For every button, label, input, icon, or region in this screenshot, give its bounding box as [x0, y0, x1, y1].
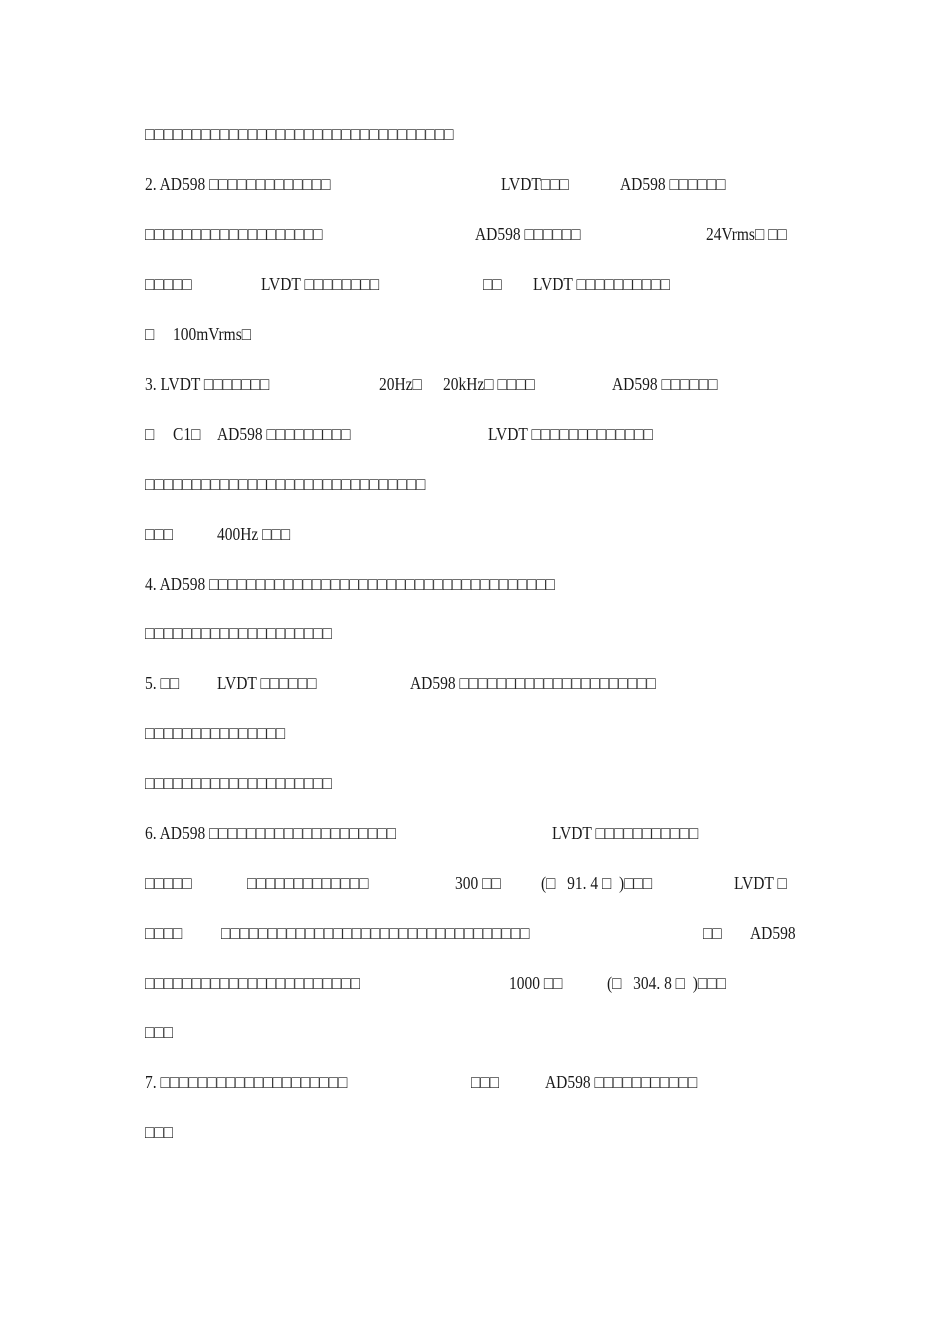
text-segment: □□□□□□□□□□□□□□□□□□□ — [145, 224, 323, 244]
text-line — [0, 818, 950, 848]
text-segment: LVDT □□□□□□□□ — [261, 274, 380, 294]
text-segment: AD598 □□□□□□□□□ — [217, 424, 351, 444]
text-segment: AD598 □□□□□□ — [475, 224, 581, 244]
text-segment: 6. AD598 □□□□□□□□□□□□□□□□□□□□ — [145, 823, 397, 843]
text-segment: 7. □□□□□□□□□□□□□□□□□□□□ — [145, 1072, 348, 1092]
text-segment: (□ 91. 4 □ )□□□ — [541, 873, 653, 893]
text-segment: AD598 □□□□□□□□□□□ — [545, 1072, 698, 1092]
text-segment: LVDT □□□□□□ — [217, 673, 317, 693]
text-segment: 100mVrms□ — [173, 324, 252, 344]
text-line — [0, 1067, 950, 1097]
text-segment: □□□□□□□□□□□□□□□□□□□□ — [145, 773, 333, 793]
text-segment: □ — [145, 324, 155, 344]
text-segment: AD598 □□□□□□ — [612, 374, 718, 394]
text-segment: □□□□□□□□□□□□□ — [247, 873, 369, 893]
text-segment: □□ — [703, 923, 722, 943]
text-segment: (□ 304. 8 □ )□□□ — [607, 973, 726, 993]
text-line — [0, 668, 950, 698]
text-segment: 24Vrms□ □□ — [706, 224, 787, 244]
text-segment: □□□□□□□□□□□□□□□□□□□□□□□□□□□□□□ — [145, 474, 426, 494]
text-segment: □□□□ — [145, 923, 183, 943]
text-segment: □□□ — [145, 1122, 174, 1142]
text-segment: 5. □□ — [145, 673, 180, 693]
text-segment: 2. AD598 □□□□□□□□□□□□□ — [145, 174, 331, 194]
text-segment: LVDT □□□□□□□□□□□ — [552, 823, 699, 843]
text-line — [0, 469, 950, 499]
text-line — [0, 1117, 950, 1147]
text-segment: 4. AD598 □□□□□□□□□□□□□□□□□□□□□□□□□□□□□□□□□□□□□ — [145, 574, 556, 594]
text-line — [0, 1017, 950, 1047]
text-segment: □□□□□□□□□□□□□□□□□□□□□□□□□□□□□□□□□ — [221, 923, 530, 943]
text-line — [0, 119, 950, 149]
text-segment: □□□ — [471, 1072, 500, 1092]
text-segment: □□□□□□□□□□□□□□□ — [145, 723, 286, 743]
text-segment: LVDT □ — [734, 873, 787, 893]
text-line — [0, 868, 950, 898]
text-segment: □□□□□ — [145, 873, 192, 893]
text-segment: □□□□□□□□□□□□□□□□□□□□□□□□□□□□□□□□□ — [145, 124, 454, 144]
text-line — [0, 169, 950, 199]
text-line — [0, 968, 950, 998]
text-segment: AD598 □□□□□□ — [620, 174, 726, 194]
text-segment: □□□ — [145, 1022, 174, 1042]
text-segment: 3. LVDT □□□□□□□ — [145, 374, 270, 394]
text-segment: 20kHz□ □□□□ — [443, 374, 535, 394]
text-segment: LVDT □□□□□□□□□□ — [533, 274, 670, 294]
text-segment: 400Hz □□□ — [217, 524, 291, 544]
text-segment: 20Hz□ — [379, 374, 422, 394]
text-segment: 300 □□ — [455, 873, 501, 893]
text-segment: □□□□□ — [145, 274, 192, 294]
text-line — [0, 768, 950, 798]
text-segment: LVDT□□□ — [501, 174, 569, 194]
text-line — [0, 319, 950, 349]
text-segment: □□□ — [145, 524, 174, 544]
text-segment: AD598 — [750, 923, 796, 943]
text-line — [0, 569, 950, 599]
text-line — [0, 918, 950, 948]
text-line — [0, 618, 950, 648]
text-line — [0, 519, 950, 549]
text-segment: □ — [145, 424, 155, 444]
text-segment: AD598 □□□□□□□□□□□□□□□□□□□□□ — [410, 673, 656, 693]
text-line — [0, 718, 950, 748]
text-segment: LVDT □□□□□□□□□□□□□ — [488, 424, 653, 444]
text-segment: □□□□□□□□□□□□□□□□□□□□□□□ — [145, 973, 361, 993]
text-line — [0, 219, 950, 249]
text-segment: □□□□□□□□□□□□□□□□□□□□ — [145, 623, 333, 643]
text-line — [0, 369, 950, 399]
text-segment: 1000 □□ — [509, 973, 563, 993]
text-segment: C1□ — [173, 424, 201, 444]
text-line — [0, 269, 950, 299]
text-line — [0, 419, 950, 449]
text-segment: □□ — [483, 274, 502, 294]
